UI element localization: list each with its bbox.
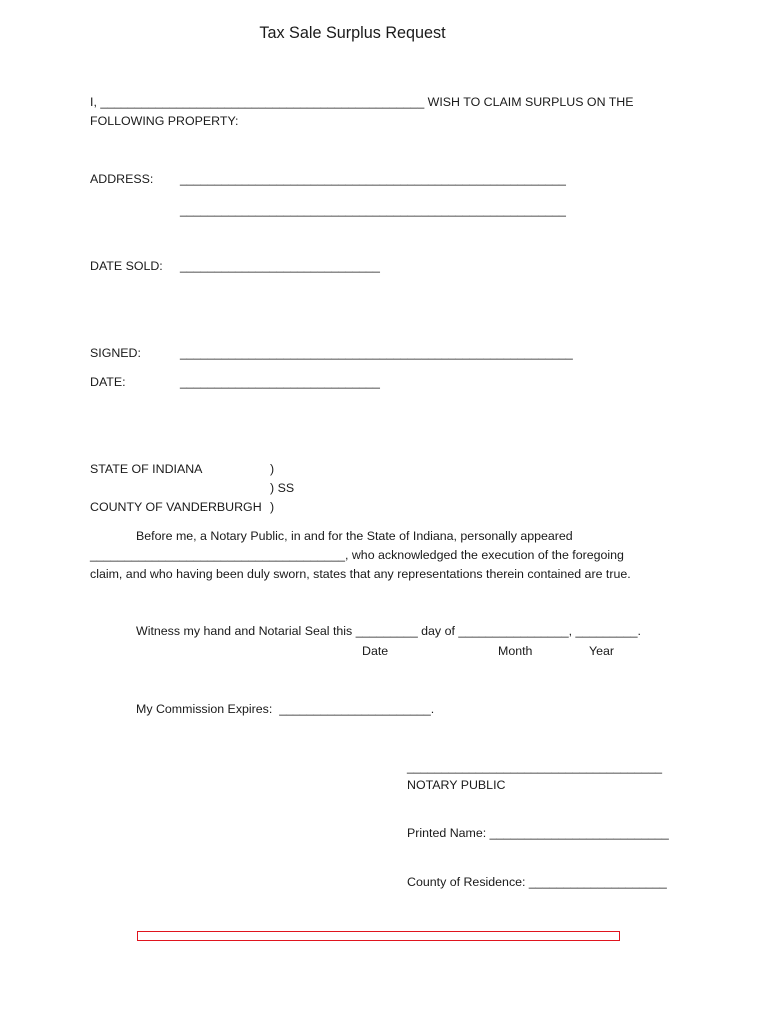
- claim-line-2: FOLLOWING PROPERTY:: [90, 114, 239, 128]
- address-label: ADDRESS:: [90, 172, 154, 186]
- venue-paren-3: ): [270, 500, 275, 514]
- address-line-1: ________________________________________________________: [180, 172, 566, 186]
- witness-month-label: Month: [498, 644, 533, 658]
- signed-line: _________________________________________________________: [180, 346, 573, 360]
- witness-line: Witness my hand and Notarial Seal this _________ day of ________________, _________.: [136, 624, 641, 638]
- notary-signature-line: _____________________________________: [407, 760, 662, 774]
- claim-line-1: I, _______________________________________________ WISH TO CLAIM SURPLUS ON THE: [90, 95, 634, 109]
- venue-paren-1: ): [270, 462, 275, 476]
- notary-paragraph-line-1: Before me, a Notary Public, in and for the State of Indiana, personally appeared: [136, 529, 573, 543]
- highlight-box: [137, 931, 620, 941]
- date-label: DATE:: [90, 375, 126, 389]
- signed-label: SIGNED:: [90, 346, 141, 360]
- witness-year-label: Year: [589, 644, 615, 658]
- notary-paragraph-line-2: _____________________________________, who acknowledged the execution of the foregoing: [90, 548, 624, 562]
- county-of-residence-field: County of Residence: ____________________: [407, 875, 667, 889]
- document-title: Tax Sale Surplus Request: [259, 24, 446, 42]
- commission-expires: My Commission Expires: ______________________.: [136, 702, 435, 716]
- printed-name-field: Printed Name: __________________________: [407, 826, 669, 840]
- witness-date-label: Date: [362, 644, 389, 658]
- date-sold-line: _____________________________: [180, 259, 380, 273]
- venue-ss: ) SS: [270, 481, 295, 495]
- county-label: COUNTY OF VANDERBURGH: [90, 500, 262, 514]
- date-line: _____________________________: [180, 375, 380, 389]
- state-label: STATE OF INDIANA: [90, 462, 203, 476]
- notary-public-label: NOTARY PUBLIC: [407, 778, 506, 792]
- address-line-2: ________________________________________________________: [180, 203, 566, 217]
- date-sold-label: DATE SOLD:: [90, 259, 163, 273]
- notary-paragraph-line-3: claim, and who having been duly sworn, states that any representations therein contained are true.: [90, 567, 631, 581]
